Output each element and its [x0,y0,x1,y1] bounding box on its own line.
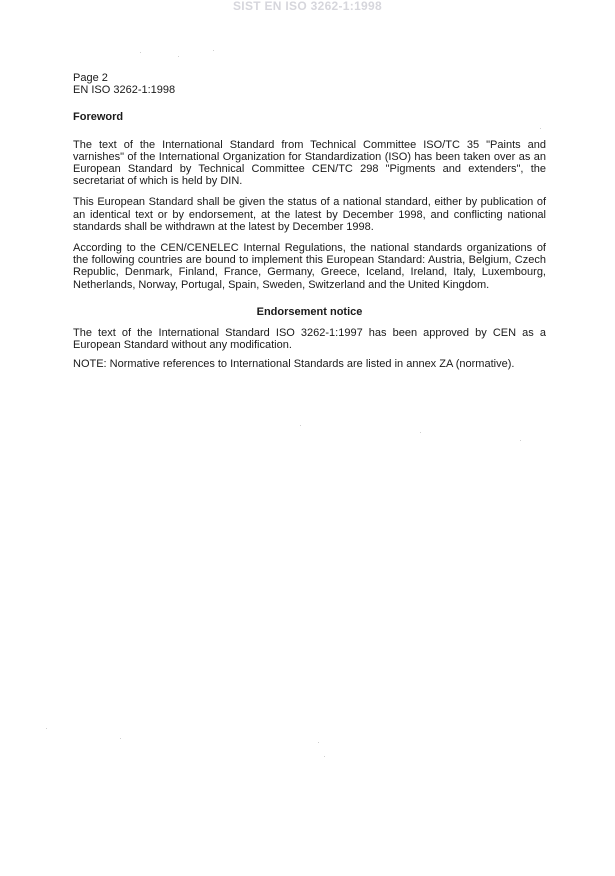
document-id: EN ISO 3262-1:1998 [73,84,176,97]
scan-speck [178,56,179,57]
scan-speck [213,50,214,51]
scan-speck [140,52,141,53]
scan-speck [324,756,325,757]
scan-speck [540,128,541,129]
foreword-paragraph-3: According to the CEN/CENELEC Internal Regulations, the national standards organizations of the following countries are bound to implement this European Standard: Austria, Belgium, Czech Republic, Denmark, Finland, France, Germany, Greece, Iceland, Ireland, Italy, Luxembourg, Netherlands, Norway, Portugal, Spain, Sweden, Switzerland and the United Kingdom. [73,242,546,291]
page-number: Page 2 [73,72,108,84]
scan-speck [520,440,521,441]
scan-speck [318,742,319,743]
scan-speck [120,738,121,739]
document-body [73,72,546,380]
scan-speck [300,425,301,426]
foreword-paragraph-1: The text of the International Standard from Technical Committee ISO/TC 35 "Paints and varnishes" of the International Organization for Standardization (ISO) has been taken over as an European Standard by Technical Committee CEN/TC 298 "Pigments and extenders", the secretariat of which is held by DIN. [73,138,546,188]
normative-note: NOTE: Normative references to International Standards are listed in annex ZA (normative). [73,358,515,371]
endorsement-text: The text of the International Standard ISO 3262-1:1997 has been approved by CEN as a European Standard without any modification. [73,327,546,352]
foreword-heading: Foreword [73,111,124,124]
endorsement-heading: Endorsement notice [256,305,363,318]
scan-speck [420,432,421,433]
watermark: SIST EN ISO 3262-1:1998 [233,0,382,13]
foreword-paragraph-2: This European Standard shall be given the status of a national standard, either by publication of an identical text or by endorsement, at the latest by December 1998, and conflicting national standards shall be withdrawn at the latest by December 1998. [73,196,546,233]
scan-speck [46,728,47,729]
